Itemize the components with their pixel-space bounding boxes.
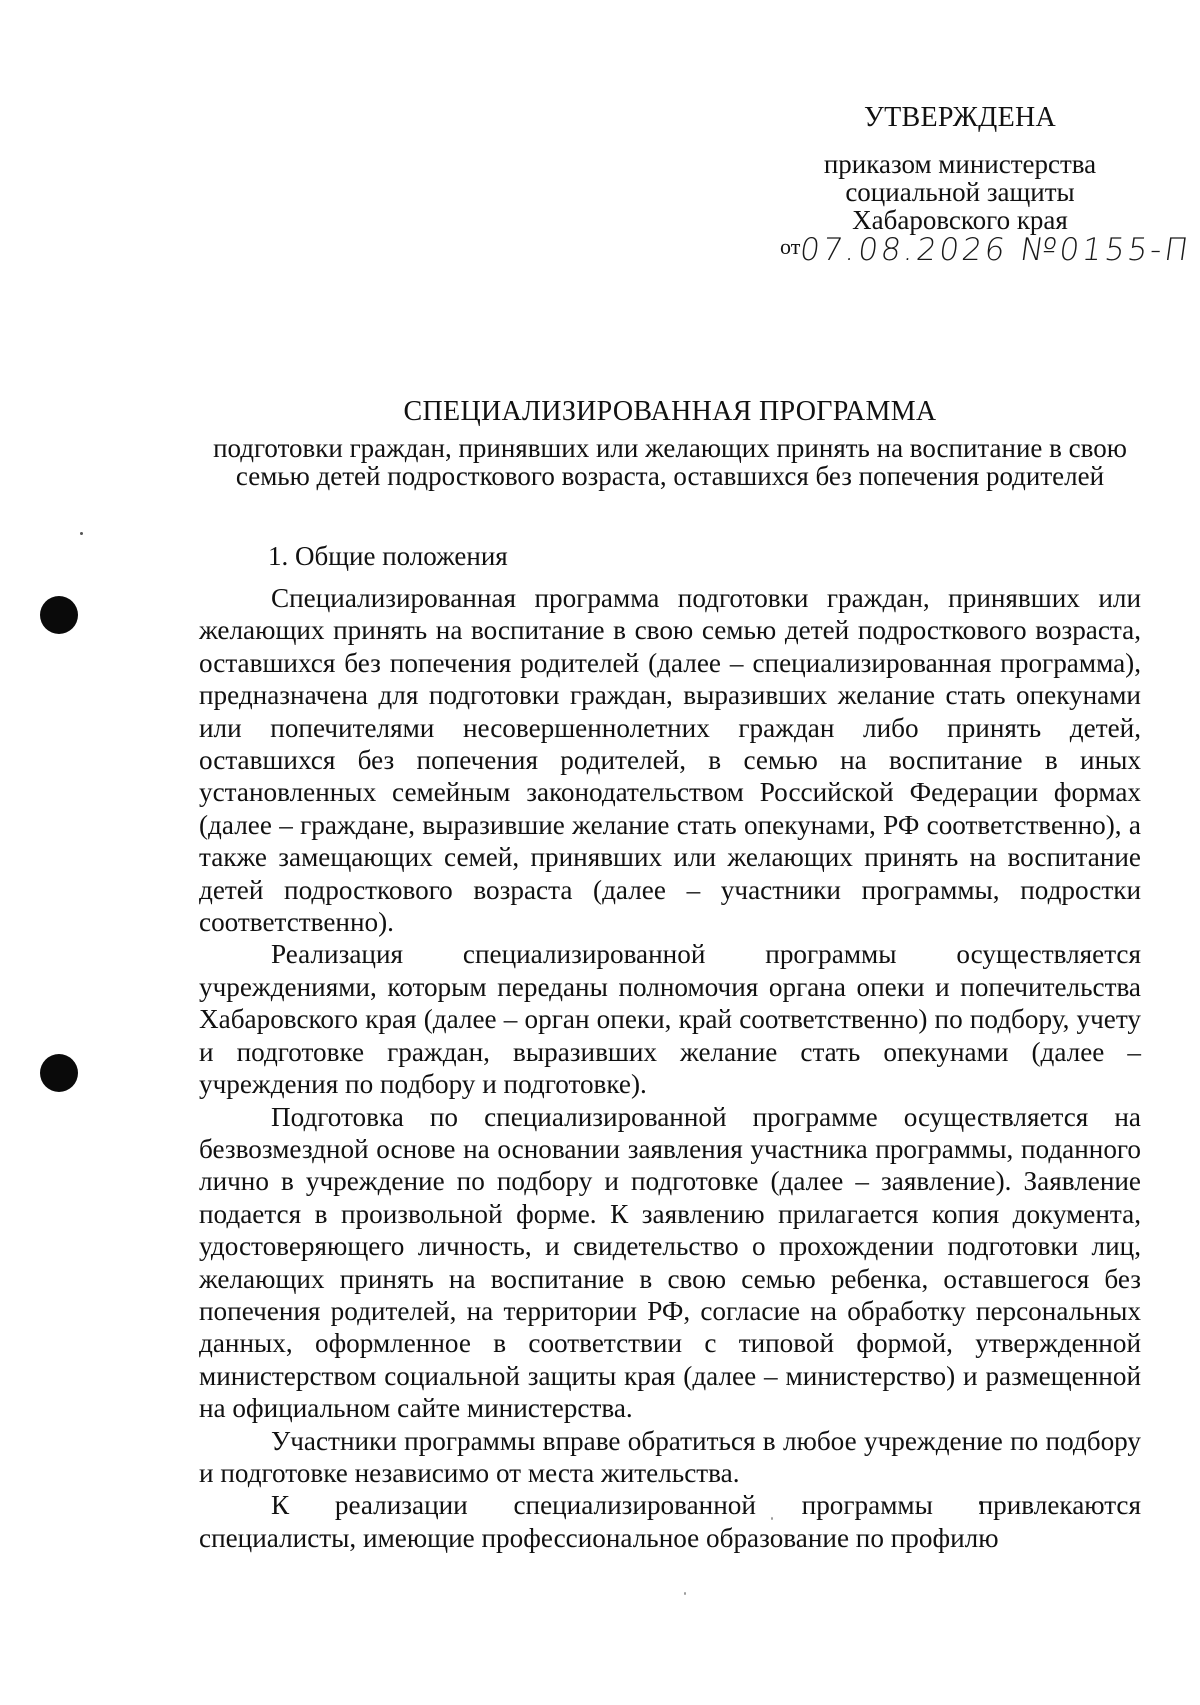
scan-speck [80, 532, 83, 535]
body-paragraph: Подготовка по специализированной программе осуществляется на безвозмездной основе на основании заявления участника программы, поданного лично в учреждение по подбору и подготовке (далее – заявление). Заявление подается в произвольной форме. К заявлению прилагается копия документа, удостоверяющего личность, и свидетельство о прохождении подготовки лиц, желающих принять на воспитание в свою семью ребенка, оставшегося без попечения родителей, на территории РФ, согласие на обработку персональных данных, оформленное в соответствии с типовой формой, утвержденной министерством социальной защиты края (далее – министерство) и размещенной на официальном сайте министерства. [199, 1101, 1141, 1424]
order-prefix: от [780, 234, 801, 259]
order-handwritten-date-number: 07.08.2026 №0155-П [797, 232, 1194, 268]
approval-line: социальной защиты [845, 177, 1075, 207]
body-paragraph: Участники программы вправе обратиться в любое учреждение по подбору и подготовке независимо от места жительства. [199, 1425, 1141, 1488]
document-title-block [200, 396, 1140, 490]
section-body [199, 582, 1141, 1554]
body-paragraph: Специализированная программа подготовки граждан, принявших или желающих принять на воспитание в свою семью детей подросткового возраста, оставшихся без попечения родителей (далее – специализированная программа), предназначена для подготовки граждан, выразивших желание стать опекунами или попечителями несовершеннолетних граждан либо принять детей, оставшихся без попечения родителей, в семью на воспитание в иных установленных семейным законодательством Российской Федерации формах (далее – граждане, выразившие желание стать опекунами, РФ соответственно), а также замещающих семей, принявших или желающих принять на воспитание детей подросткового возраста (далее – участники программы, подростки соответственно). [199, 583, 1141, 938]
section-heading: 1. Общие положения [268, 541, 508, 571]
document-subtitle: подготовки граждан, принявших или желающих принять на воспитание в свою семью детей подросткового возраста, оставшихся без попечения родителей [213, 433, 1127, 491]
document-title: СПЕЦИАЛИЗИРОВАННАЯ ПРОГРАММА [403, 396, 937, 427]
approval-stamp-block [780, 104, 1140, 234]
scan-speck [684, 1592, 686, 1595]
punch-hole-mark [40, 1054, 78, 1092]
order-reference [780, 232, 1194, 268]
punch-hole-mark [40, 596, 78, 634]
approval-line: Хабаровского края [852, 205, 1068, 235]
approval-heading: УТВЕРЖДЕНА [863, 102, 1057, 133]
body-paragraph: К реализации специализированной программы привлекаются специалисты, имеющие профессиональное образование по профилю [199, 1490, 1141, 1553]
approval-line: приказом министерства [823, 149, 1097, 179]
body-paragraph: Реализация специализированной программы осуществляется учреждениями, которым переданы полномочия органа опеки и попечительства Хабаровского края (далее – орган опеки, край соответственно) по подбору, учету и подготовке граждан, выразивших желание стать опекунами (далее – учреждения по подбору и подготовке). [199, 939, 1141, 1100]
